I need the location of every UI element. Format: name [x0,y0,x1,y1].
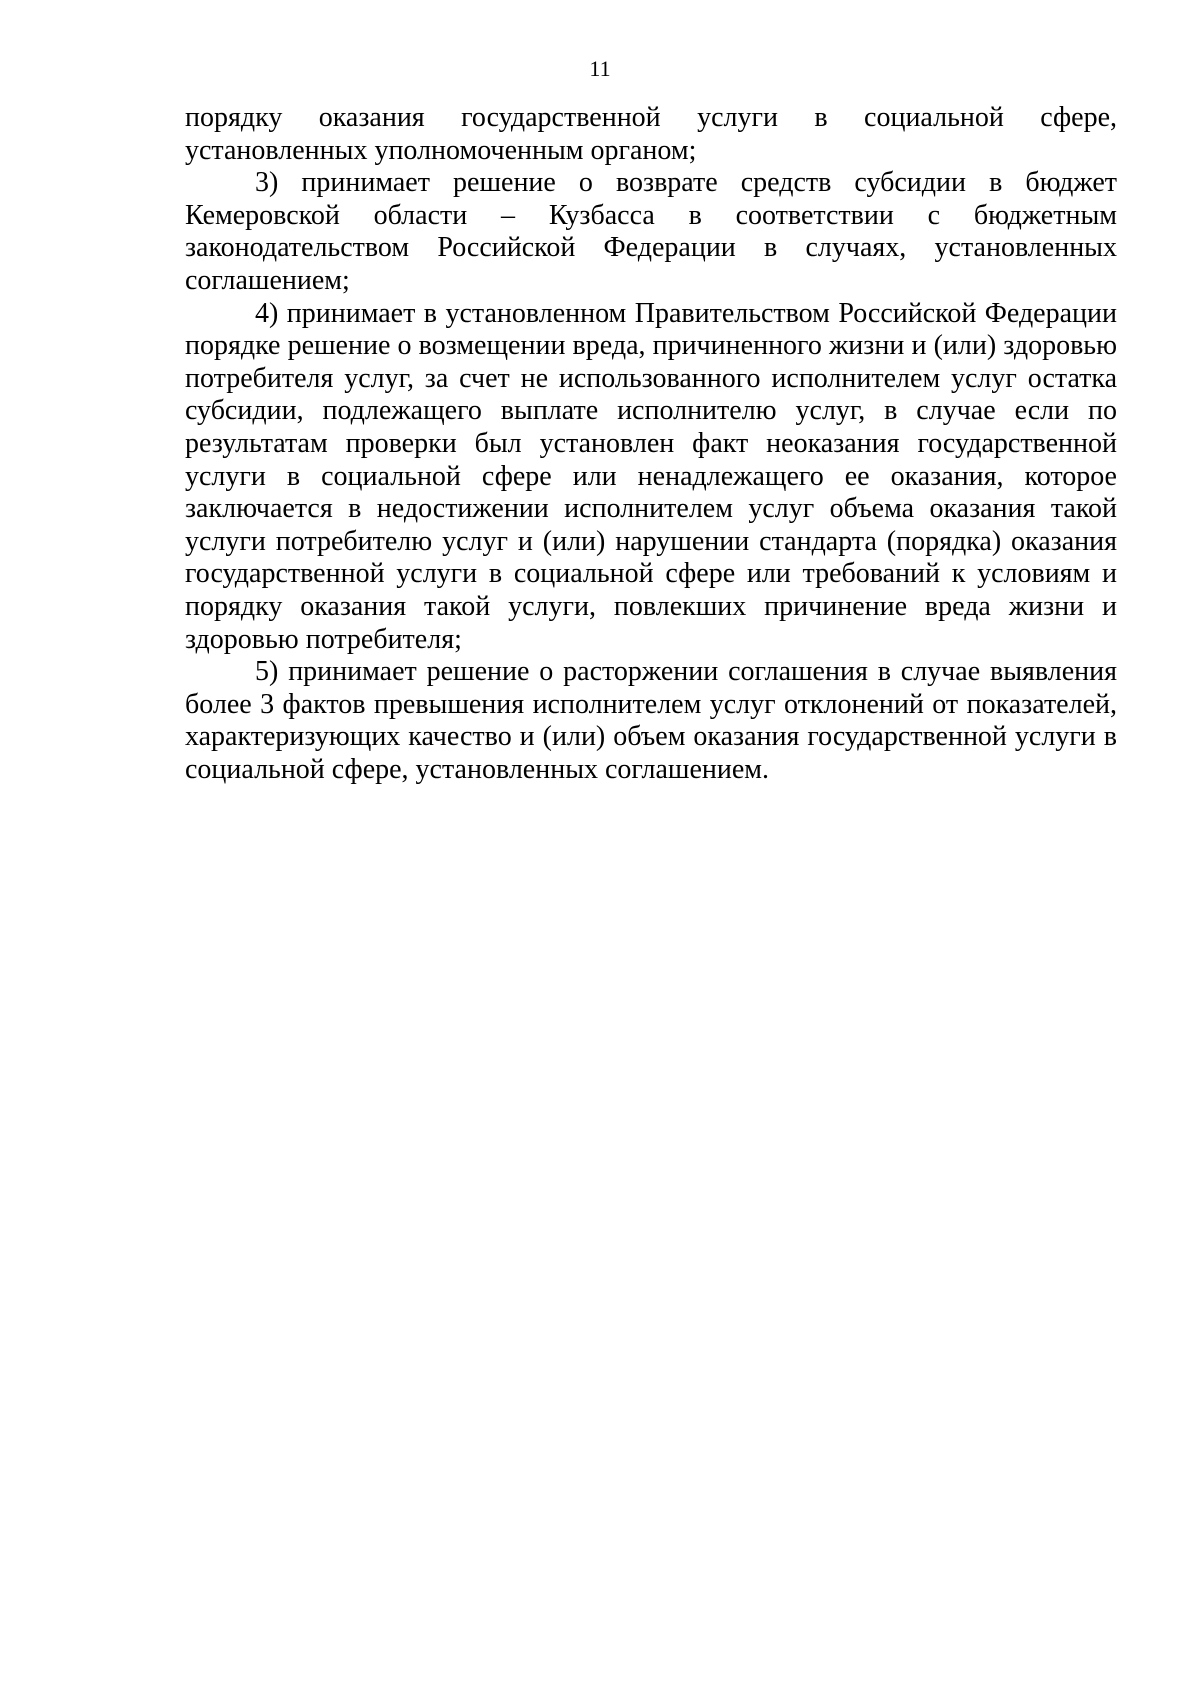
paragraph-item-3: 3) принимает решение о возврате средств субсидии в бюджет Кемеровской области – Кузбасса в соответствии с бюджетным законодательством Российской Федерации в случаях, установленных соглашением; [185,167,1117,296]
page-number: 11 [589,56,611,81]
paragraph-item-5: 5) принимает решение о расторжении соглашения в случае выявления более 3 фактов превышения исполнителем услуг отклонений от показателей, характеризующих качество и (или) объем оказания государственной услуги в социальной сфере, установленных соглашением. [185,656,1117,785]
document-body [185,102,1117,786]
paragraph-item-4: 4) принимает в установленном Правительством Российской Федерации порядке решение о возмещении вреда, причиненного жизни и (или) здоровью потребителя услуг, за счет не использованного исполнителем услуг остатка субсидии, подлежащего выплате исполнителю услуг, в случае если по результатам проверки был установлен факт неоказания государственной услуги в социальной сфере или ненадлежащего ее оказания, которое заключается в недостижении исполнителем услуг объема оказания такой услуги потребителю услуг и (или) нарушении стандарта (порядка) оказания государственной услуги в социальной сфере или требований к условиям и порядку оказания такой услуги, повлекших причинение вреда жизни и здоровью потребителя; [185,297,1117,655]
paragraph-continuation: порядку оказания государственной услуги в социальной сфере, установленных уполномоченным органом; [185,102,1117,166]
